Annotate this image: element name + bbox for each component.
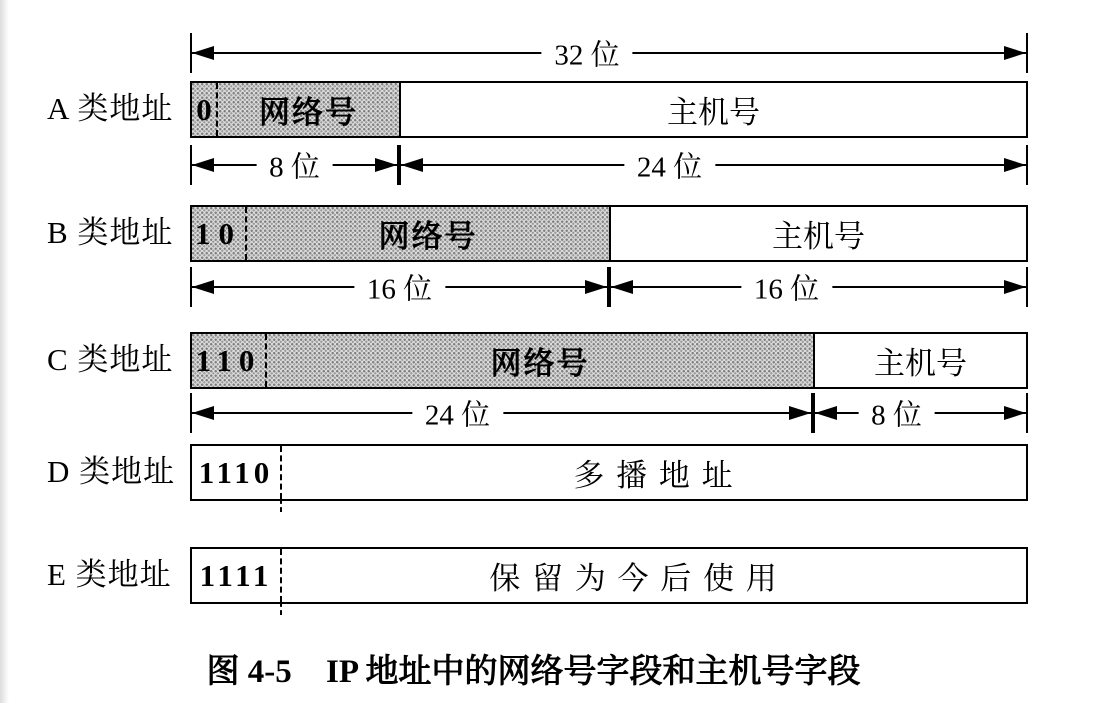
arrowhead-left-icon xyxy=(401,158,423,172)
class-e-prefix-bits: 1111 xyxy=(192,549,282,602)
dimension-32bit xyxy=(190,33,1028,73)
class-c-address-box xyxy=(190,332,1028,389)
class-a-host-field xyxy=(399,83,1026,136)
arrowhead-right-icon xyxy=(1004,406,1026,420)
dimension-class-b-16bit-right xyxy=(609,267,1028,307)
arrowhead-left-icon xyxy=(192,280,214,294)
class-e-reserved-field xyxy=(282,549,1026,602)
class-b-host-field xyxy=(609,207,1026,260)
dimension-class-c-8bit xyxy=(813,393,1028,433)
class-a-network-field xyxy=(192,83,399,136)
class-b-network-label: 网络号 xyxy=(378,219,478,254)
figure-number: 图 4-5 xyxy=(206,654,292,690)
dimension-label-8bit: 8 位 xyxy=(256,145,333,186)
figure-caption xyxy=(0,645,1067,692)
arrowhead-right-icon xyxy=(789,406,811,420)
arrowhead-right-icon xyxy=(1004,280,1026,294)
class-c-host-field xyxy=(813,334,1026,387)
dimension-class-c-24bit xyxy=(190,393,813,433)
class-d-prefix-bits: 1110 xyxy=(192,446,282,499)
dashed-line-tail xyxy=(280,499,282,512)
dimension-label-32bit: 32 位 xyxy=(541,33,632,74)
figure-title: IP 地址中的网络号字段和主机号字段 xyxy=(326,654,861,690)
arrowhead-right-icon xyxy=(375,158,397,172)
class-c-row-label: C 类地址 xyxy=(47,342,174,377)
class-c-host-label: 主机号 xyxy=(874,346,967,381)
class-c-network-field xyxy=(192,334,813,387)
class-b-row-label: B 类地址 xyxy=(47,215,174,250)
class-a-prefix-bits: 0 xyxy=(192,83,218,136)
class-b-network-field xyxy=(192,207,609,260)
class-e-row-label: E 类地址 xyxy=(47,557,172,592)
class-d-multicast-field xyxy=(282,446,1026,499)
class-a-row-label: A 类地址 xyxy=(47,91,174,126)
arrowhead-right-icon xyxy=(1004,46,1026,60)
scan-gutter-shadow xyxy=(0,0,9,703)
arrowhead-right-icon xyxy=(1004,158,1026,172)
dimension-label-8bit: 8 位 xyxy=(858,393,935,434)
class-e-address-box xyxy=(190,547,1028,604)
dimension-class-a-8bit xyxy=(190,145,399,185)
arrowhead-left-icon xyxy=(815,406,837,420)
class-c-prefix-bits: 110 xyxy=(192,334,267,387)
class-a-network-label: 网络号 xyxy=(259,95,358,130)
class-d-content-label: 多 播 地 址 xyxy=(573,458,735,493)
class-a-address-box xyxy=(190,81,1028,138)
dimension-class-b-16bit-left xyxy=(190,267,609,307)
class-d-row-label: D 类地址 xyxy=(47,454,176,489)
class-e-content-label: 保 留 为 今 后 使 用 xyxy=(489,561,779,596)
arrowhead-right-icon xyxy=(585,280,607,294)
arrowhead-left-icon xyxy=(192,406,214,420)
arrowhead-left-icon xyxy=(192,46,214,60)
class-b-prefix-bits: 10 xyxy=(192,207,247,260)
dimension-label-24bit: 24 位 xyxy=(624,145,715,186)
dimension-label-16bit: 16 位 xyxy=(354,267,445,308)
arrowhead-left-icon xyxy=(611,280,633,294)
class-d-address-box xyxy=(190,444,1028,501)
class-a-host-label: 主机号 xyxy=(667,95,760,130)
class-b-address-box xyxy=(190,205,1028,262)
dashed-line-tail xyxy=(280,602,282,615)
class-c-network-label: 网络号 xyxy=(490,346,590,381)
dimension-label-24bit: 24 位 xyxy=(412,393,503,434)
arrowhead-left-icon xyxy=(192,158,214,172)
dimension-class-a-24bit xyxy=(399,145,1028,185)
class-b-host-label: 主机号 xyxy=(772,219,865,254)
dimension-label-16bit: 16 位 xyxy=(741,267,832,308)
